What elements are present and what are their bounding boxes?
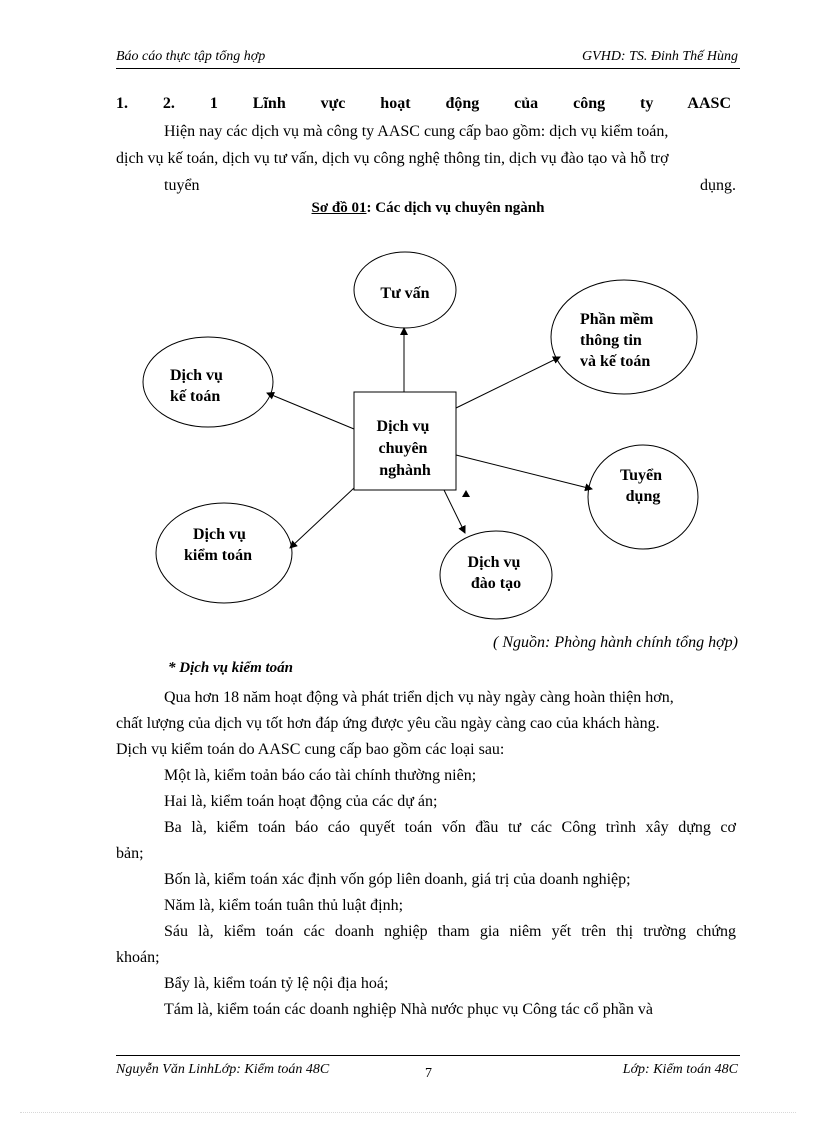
footer-rule: [116, 1055, 740, 1056]
audit-p1-line-1: Qua hơn 18 năm hoạt động và phát triển dịch vụ này ngày càng hoàn thiện hơn,: [164, 689, 674, 706]
arrow-to-ke-toan: [267, 393, 354, 429]
kiem-toan-label: Dịch vụ kiểm toán: [184, 526, 252, 564]
dao-tao-label: Dịch vụ đào tạo: [467, 554, 522, 592]
audit-item-3-line-2: bản;: [116, 845, 144, 862]
audit-item-2: Hai là, kiểm toán hoạt động của các dự án;: [164, 793, 438, 810]
page-bottom-edge: [20, 1112, 796, 1113]
intro-line-2: dịch vụ kế toán, dịch vụ tư vấn, dịch vụ công nghệ thông tin, dịch vụ đào tạo và hỗ trợ: [116, 150, 669, 167]
audit-item-7: Bẩy là, kiểm toán tỷ lệ nội địa hoá;: [164, 975, 389, 992]
ke-toan-label: Dịch vụ kế toán: [170, 367, 223, 405]
triangle-mark: [462, 490, 470, 497]
arrow-to-phan-mem: [456, 357, 560, 408]
audit-item-3-line-1: Ba là, kiểm toán báo cáo quyết toán vốn đầu tư các Công trình xây dựng cơ: [164, 819, 736, 836]
audit-item-6-line-2: khoán;: [116, 949, 160, 966]
tuyen-dung-label: Tuyển dụng: [619, 467, 663, 505]
audit-item-8: Tám là, kiểm toán các doanh nghiệp Nhà nước phục vụ Công tác cổ phần và: [164, 1001, 653, 1018]
intro-line-1: Hiện nay các dịch vụ mà công ty AASC cung cấp bao gồm: dịch vụ kiểm toán,: [164, 123, 669, 140]
footer-right: Lớp: Kiểm toán 48C: [622, 1062, 738, 1077]
diagram-caption-label: Sơ đồ 01: [311, 200, 367, 216]
phan-mem-label: Phần mềm thông tin và kế toán: [580, 311, 654, 370]
audit-p1-line-2: chất lượng của dịch vụ tốt hơn đáp ứng được yêu cầu ngày càng cao của khách hàng.: [116, 715, 660, 732]
section-heading: 1. 2. 1 Lĩnh vực hoạt động của công ty AASC: [116, 95, 731, 112]
footer-left: Nguyễn Văn LinhLớp: Kiểm toán 48C: [116, 1062, 330, 1077]
diagram-source: ( Nguồn: Phòng hành chính tổng hợp): [493, 634, 738, 651]
tu-van-label: Tư vấn: [380, 285, 430, 302]
arrow-to-dao-tao: [444, 490, 465, 533]
arrow-to-tuyen-dung: [456, 455, 592, 489]
header-right: GVHD: TS. Đinh Thế Hùng: [582, 49, 738, 64]
header-left: Báo cáo thực tập tổng hợp: [116, 49, 266, 64]
audit-item-4: Bốn là, kiểm toán xác định vốn góp liên doanh, giá trị của doanh nghiệp;: [164, 871, 631, 888]
audit-item-6-line-1: Sáu là, kiểm toán các doanh nghiệp tham gia niêm yết trên thị trường chứng: [164, 923, 736, 940]
arrow-to-kiem-toan: [290, 488, 354, 548]
audit-p1-line-3: Dịch vụ kiểm toán do AASC cung cấp bao gồm các loại sau:: [116, 741, 505, 758]
audit-title: * Dịch vụ kiểm toán: [168, 660, 294, 676]
diagram-caption-text: : Các dịch vụ chuyên ngành: [366, 200, 545, 216]
audit-item-5: Năm là, kiểm toán tuân thủ luật định;: [164, 897, 404, 914]
intro-line-3: tuyển dụng.: [164, 177, 736, 194]
audit-item-1: Một là, kiểm toản báo cáo tài chính thường niên;: [164, 767, 477, 784]
page-number: 7: [425, 1066, 432, 1081]
center-label: Dịch vụ chuyên nghành: [376, 418, 431, 479]
